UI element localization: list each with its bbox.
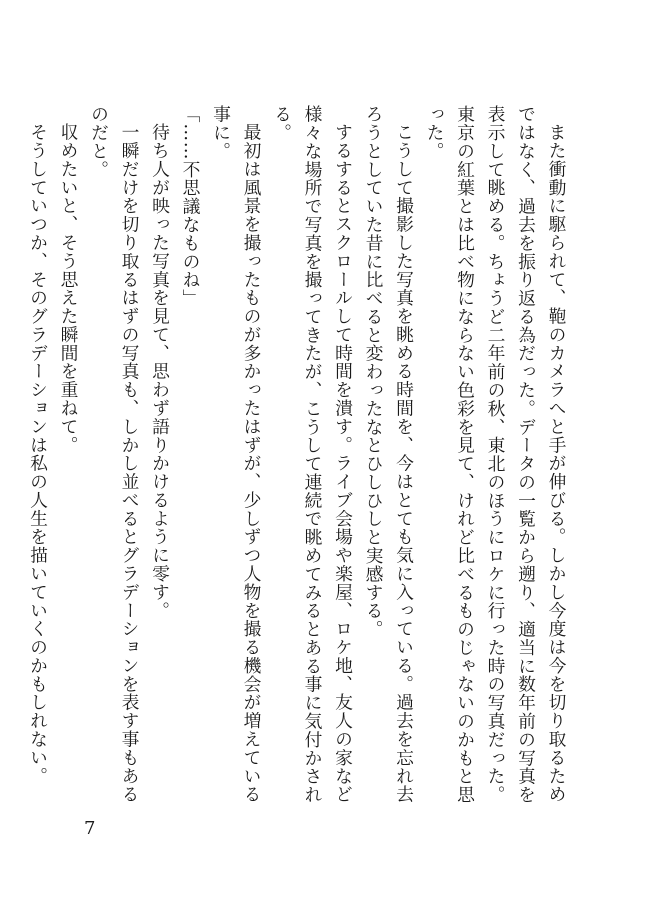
paragraph-7: 一瞬だけを切り取るはずの写真も、しかし並べるとグラデーションを表す事もあるのだと。 [88,105,140,804]
vertical-text-body [27,105,571,805]
paragraph-8: 収めたいと、そう思えた瞬間を重ねて。 [58,122,79,454]
paragraph-1: また衝動に駆られて、鞄のカメラへと手が伸びる。しかし今度は今を切り取るためではなく、過去を振り返る為だった。データの一覧から遡り、適当に数年前の写真を表示して眺める。ちょうど二年前の秋、東北のほうにロケに行った時の写真だった。東京の紅葉とは比べ物にならない色彩を見て、けれど比べるものじゃないのかもと思った。 [424,105,567,804]
paragraph-6: 待ち人が映った写真を見て、思わず語りかけるように零す。 [149,122,171,620]
paragraph-9: そうしていつか、そのグラデーションは私の人生を描いていくのかもしれない。 [27,122,49,785]
paragraph-5-dialogue: 「……不思議なものね」 [180,105,201,308]
paragraph-4: 最初は風景を撮ったものが多かったはずが、少しずつ人物を撮る機会が増えている事に。 [210,105,262,804]
paragraph-2: こうして撮影した写真を眺める時間を、今はとても気に入っている。過去を忘れ去ろうとしていた昔に比べると変わったなとひしひしと実感する。 [363,105,415,804]
paragraph-3: するするとスクロールして時間を潰す。ライブ会場や楽屋、ロケ地、友人の家など様々な場所で写真を撮ってきたが、こうして連続で眺めてみるとある事に気付かされる。 [271,105,354,804]
page-number: 7 [84,818,96,839]
